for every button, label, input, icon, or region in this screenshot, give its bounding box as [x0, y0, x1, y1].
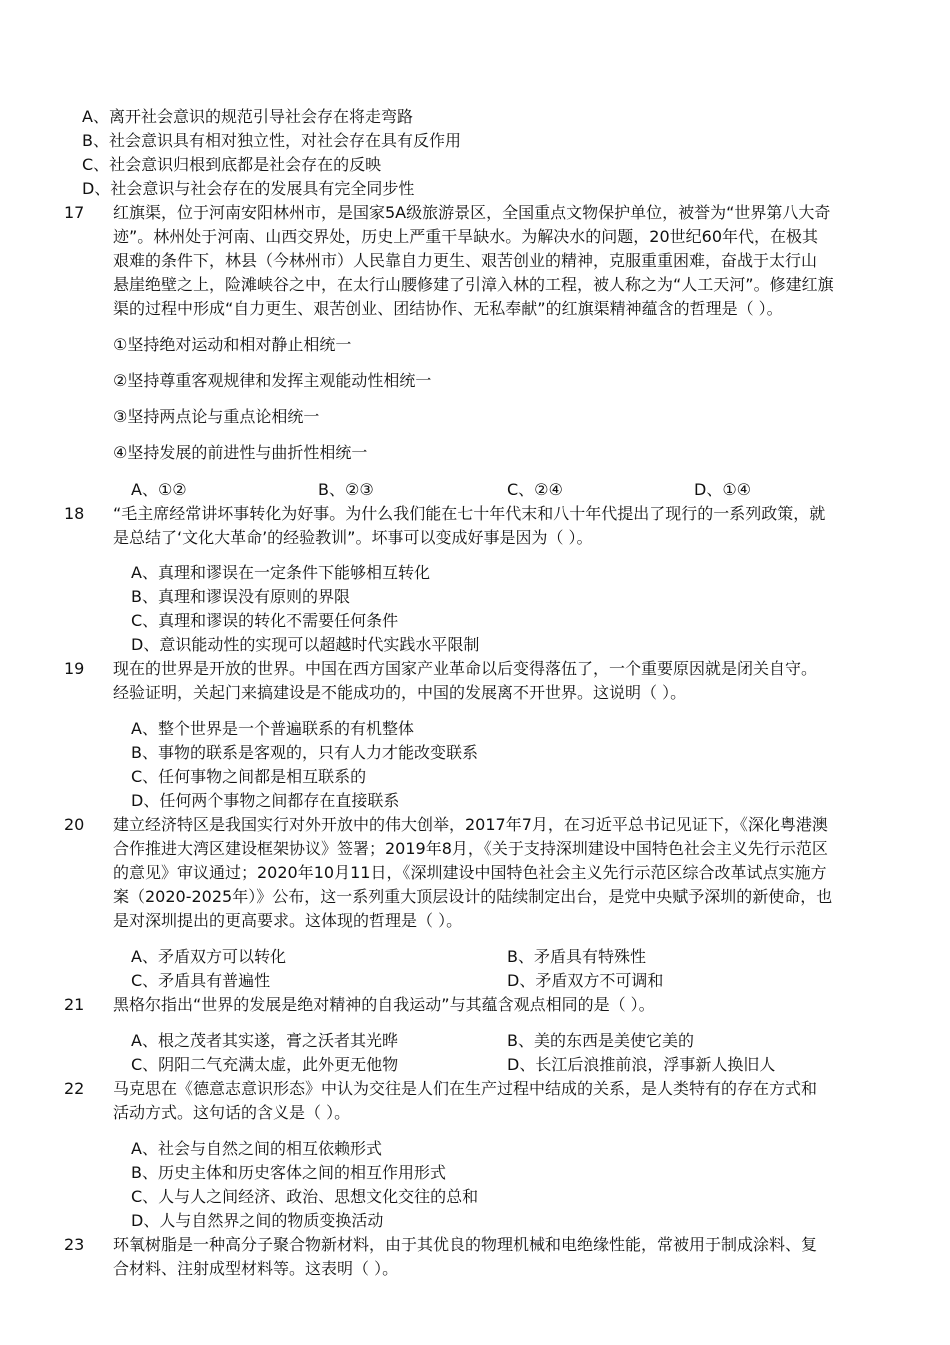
- stem-line: 红旗渠，位于河南安阳林州市，是国家5A级旅游景区，全国重点文物保护单位，被誉为“世界第八大奇: [113, 203, 831, 222]
- stem-line: 悬崖绝壁之上，险滩峡谷之中，在太行山腰修建了引漳入林的工程，被人称之为“人工天河”。修建红旗: [113, 275, 834, 294]
- stem-line: 建立经济特区是我国实行对外开放中的伟大创举，2017年7月，在习近平总书记见证下，《深化粤港澳: [113, 815, 828, 834]
- q22-option-b: B、历史主体和历史客体之间的相互作用形式: [131, 1163, 446, 1182]
- q19-option-b: B、事物的联系是客观的，只有人力才能改变联系: [131, 743, 478, 762]
- q19-option-a: A、整个世界是一个普遍联系的有机整体: [131, 719, 414, 738]
- q19-option-c: C、任何事物之间都是相互联系的: [131, 767, 367, 786]
- q16-option-d: D、社会意识与社会存在的发展具有完全同步性: [82, 179, 415, 198]
- stem-line: 的意见》审议通过；2020年10月11日，《深圳建设中国特色社会主义先行示范区综合改革试点实施方: [113, 863, 827, 882]
- q21-option-a: A、根之茂者其实遂，膏之沃者其光晔: [131, 1031, 398, 1050]
- q17-option-b: B、②③: [318, 480, 374, 499]
- question-stem: [113, 1233, 865, 1281]
- question-number: 20: [64, 815, 85, 834]
- q18-option-c: C、真理和谬误的转化不需要任何条件: [131, 611, 399, 630]
- stem-line: 马克思在《德意志意识形态》中认为交往是人们在生产过程中结成的关系，是人类特有的存在方式和: [113, 1079, 818, 1098]
- q18-option-b: B、真理和谬误没有原则的界限: [131, 587, 350, 606]
- question-stem: [113, 993, 865, 1017]
- q20-option-d: D、矛盾双方不可调和: [507, 971, 664, 990]
- question-stem: [113, 1077, 865, 1125]
- stem-line: 合材料、注射成型材料等。这表明（ ）。: [113, 1259, 399, 1278]
- q22-option-d: D、人与自然界之间的物质变换活动: [131, 1211, 384, 1230]
- question-stem: [113, 502, 865, 550]
- q17-option-a: A、①②: [131, 480, 187, 499]
- q21-option-c: C、阴阳二气充满太虚，此外更无他物: [131, 1055, 399, 1074]
- stem-line: 艰难的条件下，林县（今林州市）人民靠自力更生、艰苦创业的精神，克服重重困难，奋战于太行山: [113, 251, 818, 270]
- q20-option-b: B、矛盾具有特殊性: [507, 947, 646, 966]
- statement-2: ②坚持尊重客观规律和发挥主观能动性相统一: [113, 371, 432, 390]
- q20-option-c: C、矛盾具有普遍性: [131, 971, 271, 990]
- question-number: 19: [64, 659, 85, 678]
- q16-option-b: B、社会意识具有相对独立性，对社会存在具有反作用: [82, 131, 461, 150]
- stem-line: “毛主席经常讲坏事转化为好事。为什么我们能在七十年代末和八十年代提出了现行的一系列政策，就: [113, 504, 826, 523]
- stem-line: 活动方式。这句话的含义是（ ）。: [113, 1103, 351, 1122]
- stem-line: 是总结了‘文化大革命’的经验教训”。坏事可以变成好事是因为（ ）。: [113, 528, 593, 547]
- q18-option-d: D、意识能动性的实现可以超越时代实践水平限制: [131, 635, 480, 654]
- statement-3: ③坚持两点论与重点论相统一: [113, 407, 320, 426]
- q16-option-a: A、离开社会意识的规范引导社会存在将走弯路: [82, 107, 413, 126]
- q21-option-b: B、美的东西是美使它美的: [507, 1031, 694, 1050]
- q22-option-c: C、人与人之间经济、政治、思想文化交往的总和: [131, 1187, 479, 1206]
- statement-4: ④坚持发展的前进性与曲折性相统一: [113, 443, 368, 462]
- q19-option-d: D、任何两个事物之间都存在直接联系: [131, 791, 400, 810]
- q22-option-a: A、社会与自然之间的相互依赖形式: [131, 1139, 382, 1158]
- q20-option-a: A、矛盾双方可以转化: [131, 947, 286, 966]
- q17-option-d: D、①④: [694, 480, 752, 499]
- question-stem: [113, 201, 865, 321]
- question-number: 21: [64, 995, 85, 1014]
- question-stem: [113, 657, 865, 705]
- stem-line: 环氧树脂是一种高分子聚合物新材料，由于其优良的物理机械和电绝缘性能，常被用于制成涂料、复: [113, 1235, 818, 1254]
- stem-line: 渠的过程中形成“自力更生、艰苦创业、团结协作、无私奉献”的红旗渠精神蕴含的哲理是（ ）。: [113, 299, 783, 318]
- stem-line: 经验证明，关起门来搞建设是不能成功的，中国的发展离不开世界。这说明（ ）。: [113, 683, 687, 702]
- q17-option-c: C、②④: [507, 480, 563, 499]
- stem-line: 是对深圳提出的更高要求。这体现的哲理是（ ）。: [113, 911, 463, 930]
- stem-line: 案（2020-2025年）》公布，这一系列重大顶层设计的陆续制定出台，是党中央赋予深圳的新使命，也: [113, 887, 833, 906]
- q18-option-a: A、真理和谬误在一定条件下能够相互转化: [131, 563, 430, 582]
- question-stem: [113, 813, 865, 933]
- question-number: 18: [64, 504, 85, 523]
- stem-line: 合作推进大湾区建设框架协议》签署；2019年8月，《关于支持深圳建设中国特色社会主义先行示范区: [113, 839, 828, 858]
- q21-option-d: D、长江后浪推前浪，浮事新人换旧人: [507, 1055, 776, 1074]
- stem-line: 黑格尔指出“世界的发展是绝对精神的自我运动”与其蕴含观点相同的是（ ）。: [113, 995, 655, 1014]
- stem-line: 迹”。林州处于河南、山西交界处，历史上严重干旱缺水。为解决水的问题，20世纪60年代，在极其: [113, 227, 819, 246]
- question-number: 17: [64, 203, 85, 222]
- question-number: 23: [64, 1235, 85, 1254]
- statement-1: ①坚持绝对运动和相对静止相统一: [113, 335, 352, 354]
- q16-option-c: C、社会意识归根到底都是社会存在的反映: [82, 155, 382, 174]
- question-number: 22: [64, 1079, 85, 1098]
- stem-line: 现在的世界是开放的世界。中国在西方国家产业革命以后变得落伍了，一个重要原因就是闭关自守。: [113, 659, 818, 678]
